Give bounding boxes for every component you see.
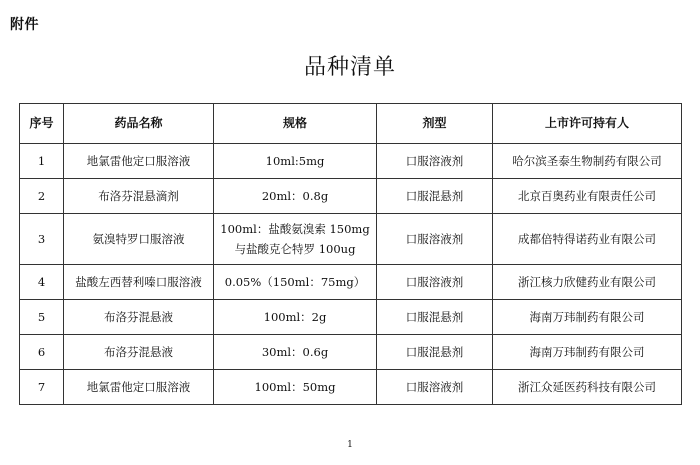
attachment-label: 附件 xyxy=(10,17,39,33)
table-header-row xyxy=(20,104,682,144)
cell-specification: 0.05%（150ml：75mg） xyxy=(214,265,377,300)
cell-serial-no: 6 xyxy=(20,335,64,370)
table-row xyxy=(20,300,682,335)
cell-specification: 100ml：50mg xyxy=(214,370,377,405)
cell-specification: 100ml：2g xyxy=(214,300,377,335)
page-number: 1 xyxy=(347,440,353,450)
cell-license-holder: 哈尔滨圣泰生物制药有限公司 xyxy=(493,144,682,179)
cell-license-holder: 成都倍特得诺药业有限公司 xyxy=(493,214,682,265)
cell-drug-name: 氨溴特罗口服溶液 xyxy=(64,214,214,265)
cell-dosage-form: 口服溶液剂 xyxy=(377,265,493,300)
cell-dosage-form: 口服溶液剂 xyxy=(377,214,493,265)
document-title: 品种清单 xyxy=(303,55,396,80)
cell-specification: 20ml：0.8g xyxy=(214,179,377,214)
header-specification: 规格 xyxy=(214,104,377,144)
table-row xyxy=(20,214,682,265)
cell-dosage-form: 口服混悬剂 xyxy=(377,300,493,335)
cell-license-holder: 海南万玮制药有限公司 xyxy=(493,335,682,370)
table-row xyxy=(20,335,682,370)
header-serial-no: 序号 xyxy=(20,104,64,144)
cell-drug-name: 布洛芬混悬滴剂 xyxy=(64,179,214,214)
header-dosage-form: 剂型 xyxy=(377,104,493,144)
cell-serial-no: 3 xyxy=(20,214,64,265)
cell-specification: 30ml：0.6g xyxy=(214,335,377,370)
cell-serial-no: 1 xyxy=(20,144,64,179)
cell-drug-name: 盐酸左西替利嗪口服溶液 xyxy=(64,265,214,300)
cell-specification: 10ml:5mg xyxy=(214,144,377,179)
cell-serial-no: 2 xyxy=(20,179,64,214)
cell-specification: 100ml：盐酸氨溴索 150mg 与盐酸克仑特罗 100ug xyxy=(214,214,377,265)
cell-license-holder: 浙江核力欣健药业有限公司 xyxy=(493,265,682,300)
cell-license-holder: 北京百奥药业有限责任公司 xyxy=(493,179,682,214)
cell-license-holder: 浙江众延医药科技有限公司 xyxy=(493,370,682,405)
cell-serial-no: 7 xyxy=(20,370,64,405)
table-row xyxy=(20,144,682,179)
cell-serial-no: 5 xyxy=(20,300,64,335)
header-drug-name: 药品名称 xyxy=(64,104,214,144)
table-row xyxy=(20,265,682,300)
cell-drug-name: 地氯雷他定口服溶液 xyxy=(64,370,214,405)
cell-license-holder: 海南万玮制药有限公司 xyxy=(493,300,682,335)
cell-drug-name: 布洛芬混悬液 xyxy=(64,300,214,335)
cell-dosage-form: 口服溶液剂 xyxy=(377,144,493,179)
cell-dosage-form: 口服混悬剂 xyxy=(377,335,493,370)
cell-serial-no: 4 xyxy=(20,265,64,300)
table-row xyxy=(20,370,682,405)
table-row xyxy=(20,179,682,214)
cell-dosage-form: 口服溶液剂 xyxy=(377,370,493,405)
cell-dosage-form: 口服混悬剂 xyxy=(377,179,493,214)
header-license-holder: 上市许可持有人 xyxy=(493,104,682,144)
cell-drug-name: 布洛芬混悬液 xyxy=(64,335,214,370)
cell-drug-name: 地氯雷他定口服溶液 xyxy=(64,144,214,179)
product-list-table xyxy=(19,103,682,405)
